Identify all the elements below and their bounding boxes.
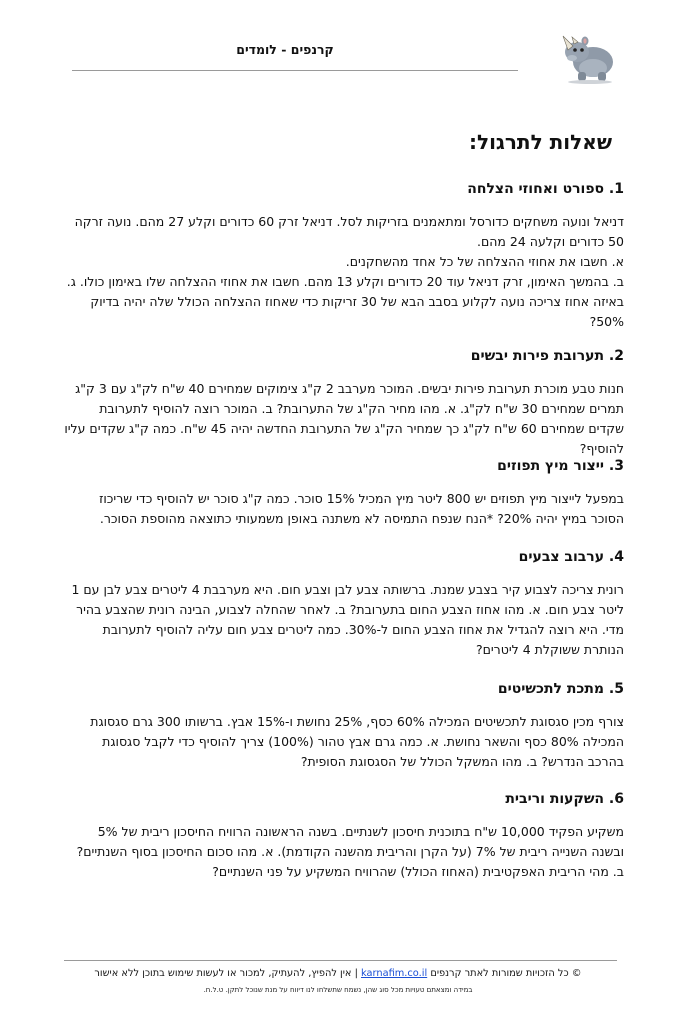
question-3 — [64, 455, 624, 546]
question-title: 3. ייצור מיץ תפוזים — [497, 458, 624, 474]
copyright-suffix: | אין להפיץ, להעתיק, למכור או לעשות שימוש בתוכן ללא אישור — [94, 968, 358, 979]
question-5 — [64, 678, 624, 788]
footer-copyright — [40, 968, 636, 979]
question-body — [64, 379, 624, 459]
question-paragraph: ב. מהי הריבית האפקטיבית (האחוז הכולל) שהרוויח המשקיע על פני השנתיים? — [212, 864, 624, 879]
question-2 — [64, 345, 624, 455]
question-paragraph: משקיע הפקיד 10,000 ש"ח בתוכנית חיסכון לשנתיים. בשנה הראשונה הרוויח החיסכון ריבית של 5% ובשנה השנייה ריבית של 7% (על הקרן והריבית מהשנה הקודמת). א. מהו סכום החיסכון בסוף השנתיים? — [76, 824, 624, 859]
question-title: 4. ערבוב צבעים — [518, 549, 624, 565]
question-paragraph: צורף מכין סגסוגת לתכשיטים המכילה 60% כסף, 25% נחושת ו-15% אבץ. ברשותו 300 גרם סגסוגת המכילה 80% כסף והשאר נחושת. א. כמה גרם אבץ טהור (100%) צריך להוסיף כדי לקבל סגסוגת בהרכב הנדרש? ב. מהו המשקל הכולל של הסגסוגת הסופית? — [90, 714, 624, 769]
question-title: 5. מתכת לתכשיטים — [497, 681, 624, 697]
question-paragraph: דניאל ונועה משחקים כדורסל ומתאמנים בזריקות לסל. דניאל זרק 60 כדורים וקלע 27 מהם. נועה זרקה 50 כדורים וקלעה 24 מהם. — [74, 214, 624, 249]
header-title: קרנפים - לומדים — [236, 42, 334, 57]
question-paragraph: א. חשבו את אחוזי ההצלחה של כל אחד מהשחקנים. — [345, 254, 624, 269]
question-paragraph: במפעל לייצור מיץ תפוזים יש 800 ליטר מיץ המכיל 15% סוכר. כמה ק"ג סוכר יש להוסיף כדי שריכוז הסוכר במיץ יהיה 20%? *הנח שנפח התמיסה לא משתנה באופן משמעותי כתוצאה מהוספת הסוכר. — [99, 491, 624, 526]
question-paragraph: רונית צריכה לצבוע קיר בצבע שמנת. ברשותה צבע לבן וצבע חום. היא מערבבת 4 ליטרים צבע לבן עם 1 ליטר צבע חום. א. מהו אחוז הצבע החום בתערובת? ב. לאחר שהחלה לצבוע, הבינה רונית שהצבע בהיר מדי. היא רוצה להגדיל את אחוז הצבע החום ל-30%. כמה ליטרים צבע חום עליה להוסיף לתערובת הנותרת ששוקלת 4 ליטרים? — [71, 582, 624, 657]
question-title: 6. השקעות וריבית — [505, 791, 624, 807]
questions-list — [64, 178, 624, 898]
question-title: 1. ספורט ואחוזי הצלחה — [467, 181, 624, 197]
question-body — [64, 822, 624, 882]
question-body — [64, 489, 624, 529]
site-link[interactable]: karnafim.co.il — [361, 968, 428, 979]
question-6 — [64, 788, 624, 898]
rhino-logo-icon — [560, 28, 618, 84]
footer-divider — [64, 960, 617, 961]
copyright-prefix: © כל הזכויות שמורות לאתר קרנפים — [430, 968, 582, 979]
question-4 — [64, 546, 624, 678]
question-body — [64, 712, 624, 772]
question-title: 2. תערובת פירות יבשים — [470, 348, 624, 364]
question-1 — [64, 178, 624, 345]
header-divider — [72, 70, 518, 71]
footer-disclaimer: במידה ומצאתם טעויות מכל סוג שהן, נשמח שתשלחו לנו דיווח על מנת שנוכל לתקן. ט.ל.ח. — [203, 986, 473, 994]
page-title: שאלות לתרגול: — [468, 130, 612, 154]
question-paragraph: ב. בהמשך האימון, זרק דניאל עוד 20 כדורים וקלע 13 מהם. חשבו את אחוזי ההצלחה שלו באימון כולו. ג. באיזה אחוז צריכה נועה לקלוע בסבב הבא של 30 זריקות כדי שאחוז ההצלחה הכולל שלה יהיה בדיוק 50%? — [66, 274, 624, 329]
question-body — [64, 212, 624, 332]
question-paragraph: חנות טבע מוכרת תערובת פירות יבשים. המוכר מערבב 2 ק"ג צימוקים שמחירם 40 ש"ח לק"ג עם 3 ק"ג תמרים שמחירם 30 ש"ח לק"ג. א. מהו מחיר הק"ג של התערובת? ב. המוכר רוצה להוסיף לתערובת שקדים שמחירם 60 ש"ח לק"ג כך שמחיר הק"ג של התערובת החדשה יהיה 45 ש"ח. כמה ק"ג שקדים עליו להוסיף? — [64, 381, 624, 456]
question-body — [64, 580, 624, 660]
